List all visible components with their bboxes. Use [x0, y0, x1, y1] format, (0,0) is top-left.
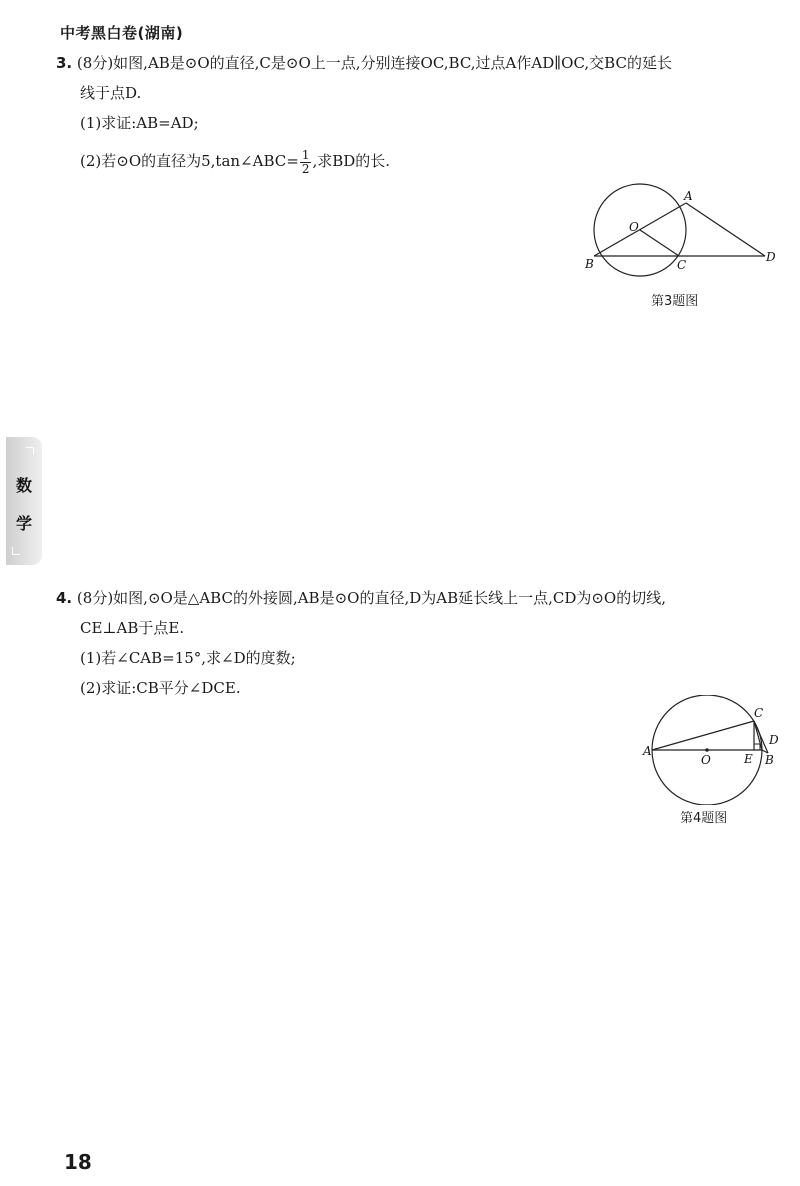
question-4-caption: 第4题图 — [680, 811, 728, 826]
label-o: O — [701, 753, 711, 767]
segment-ab — [594, 203, 686, 256]
fraction-numerator: 1 — [301, 147, 310, 162]
question-3-part-2-text-a: (2)若⊙O的直径为5,tan∠ABC= — [80, 152, 299, 170]
question-3-part-1: (1)求证:AB=AD; — [80, 114, 199, 132]
question-4-figure — [640, 695, 790, 805]
question-3-stem-text: (8分)如图,AB是⊙O的直径,C是⊙O上一点,分别连接OC,BC,过点A作AD∥OC,交BC的延长 — [76, 54, 672, 72]
question-4-part-2: (2)求证:CB平分∠DCE. — [80, 679, 241, 697]
question-3-figure — [580, 180, 790, 285]
question-4 — [56, 583, 776, 703]
label-c: C — [754, 706, 764, 720]
label-o: O — [629, 220, 639, 234]
question-3-part-2 — [56, 146, 776, 176]
question-4-stem-text: (8分)如图,⊙O是△ABC的外接圆,AB是⊙O的直径,D为AB延长线上一点,CD为⊙O的切线, — [76, 589, 666, 607]
question-4-stem-continued: CE⊥AB于点E. — [80, 619, 185, 637]
label-c: C — [677, 258, 687, 272]
question-4-part-1: (1)若∠CAB=15°,求∠D的度数; — [80, 649, 296, 667]
page-header: 中考黑白卷(湖南) — [60, 24, 184, 42]
question-3-part-2-text-b: ,求BD的长. — [312, 152, 391, 170]
question-4-number: 4. — [56, 589, 73, 607]
label-e: E — [744, 752, 753, 766]
fraction-denominator: 2 — [301, 161, 310, 176]
segment-oc — [640, 230, 679, 256]
question-3-stem-continued: 线于点D. — [80, 84, 142, 102]
tab-corner-top — [26, 447, 34, 455]
question-3-number: 3. — [56, 54, 73, 72]
subject-tab — [6, 437, 42, 565]
page-number: 18 — [64, 1150, 92, 1174]
question-3 — [56, 48, 776, 176]
tab-char-2: 学 — [15, 514, 32, 533]
question-3-stem — [56, 48, 776, 78]
label-b: B — [765, 753, 774, 767]
segment-ac — [652, 721, 754, 750]
label-b: B — [585, 257, 594, 271]
question-4-stem — [56, 583, 776, 613]
label-a: A — [643, 744, 652, 758]
right-angle-mark — [754, 744, 760, 750]
fraction — [300, 149, 312, 176]
question-3-caption: 第3题图 — [651, 294, 699, 309]
label-a: A — [684, 189, 693, 203]
center-dot — [705, 748, 709, 752]
segment-ad — [686, 203, 765, 256]
tab-char-1: 数 — [15, 476, 32, 495]
label-d: D — [769, 733, 779, 747]
label-d: D — [766, 250, 776, 264]
tab-corner-bottom — [12, 547, 20, 555]
